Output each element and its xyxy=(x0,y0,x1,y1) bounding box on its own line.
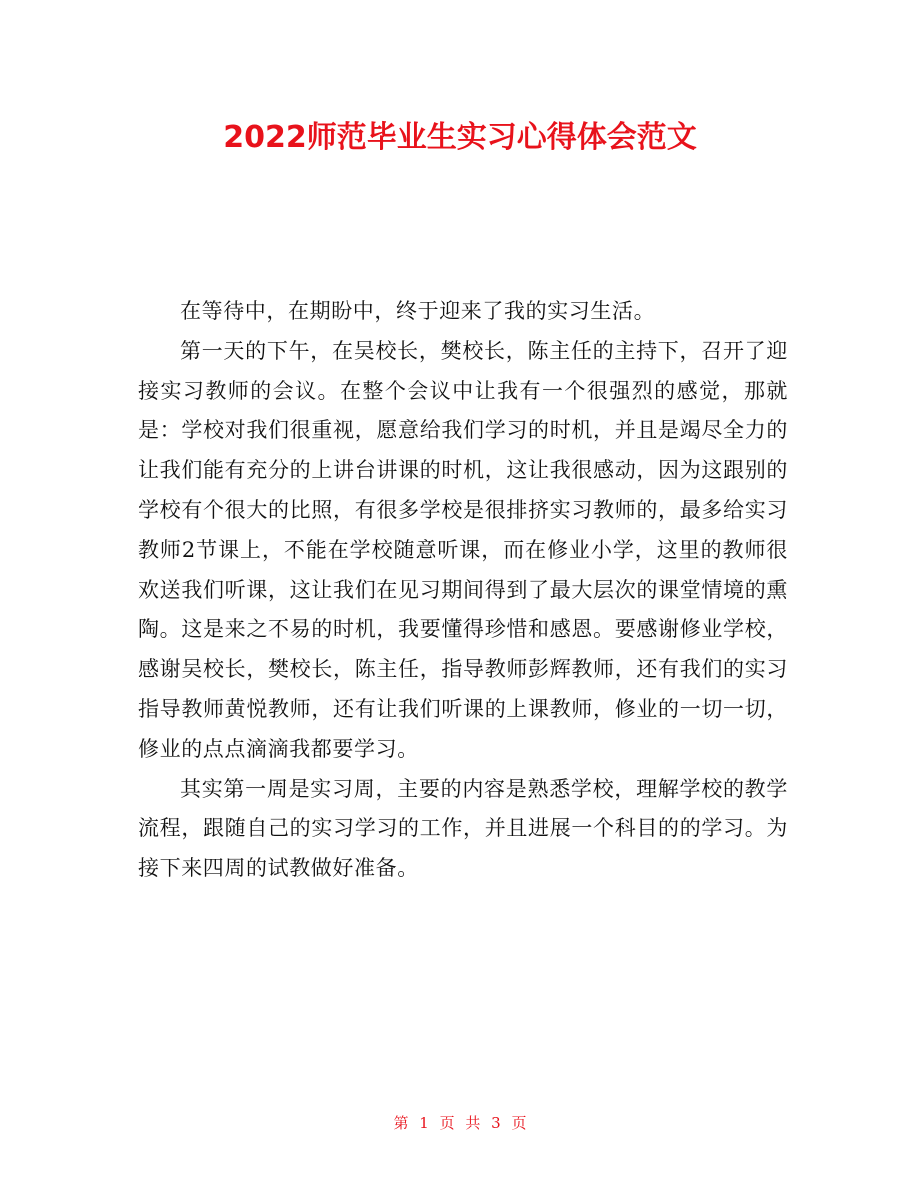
paragraph-3: 其实第一周是实习周，主要的内容是熟悉学校，理解学校的教学流程，跟随自己的实习学习的工作，并且进展一个科目的的学习。为接下来四周的试教做好准备。 xyxy=(138,776,788,881)
document-title: 2022师范毕业生实习心得体会范文 xyxy=(223,120,697,155)
document-body xyxy=(138,292,788,889)
paragraph-2: 第一天的下午，在吴校长，樊校长，陈主任的主持下，召开了迎接实习教师的会议。在整个会议中让我有一个很强烈的感觉，那就是：学校对我们很重视，愿意给我们学习的时机，并且是竭尽全力的让我们能有充分的上讲台讲课的时机，这让我很感动，因为这跟别的学校有个很大的比照，有很多学校是很排挤实习教师的，最多给实习教师2节课上，不能在学校随意听课，而在修业小学，这里的教师很欢送我们听课，这让我们在见习期间得到了最大层次的课堂情境的熏陶。这是来之不易的时机，我要懂得珍惜和感恩。要感谢修业学校，感谢吴校长，樊校长，陈主任，指导教师彭辉教师，还有我们的实习指导教师黄悦教师，还有让我们听课的上课教师，修业的一切一切，修业的点点滴滴我都要学习。 xyxy=(138,338,788,761)
paragraph-1: 在等待中，在期盼中，终于迎来了我的实习生活。 xyxy=(180,299,656,323)
page-number-footer: 第 1 页 共 3 页 xyxy=(393,1114,527,1132)
